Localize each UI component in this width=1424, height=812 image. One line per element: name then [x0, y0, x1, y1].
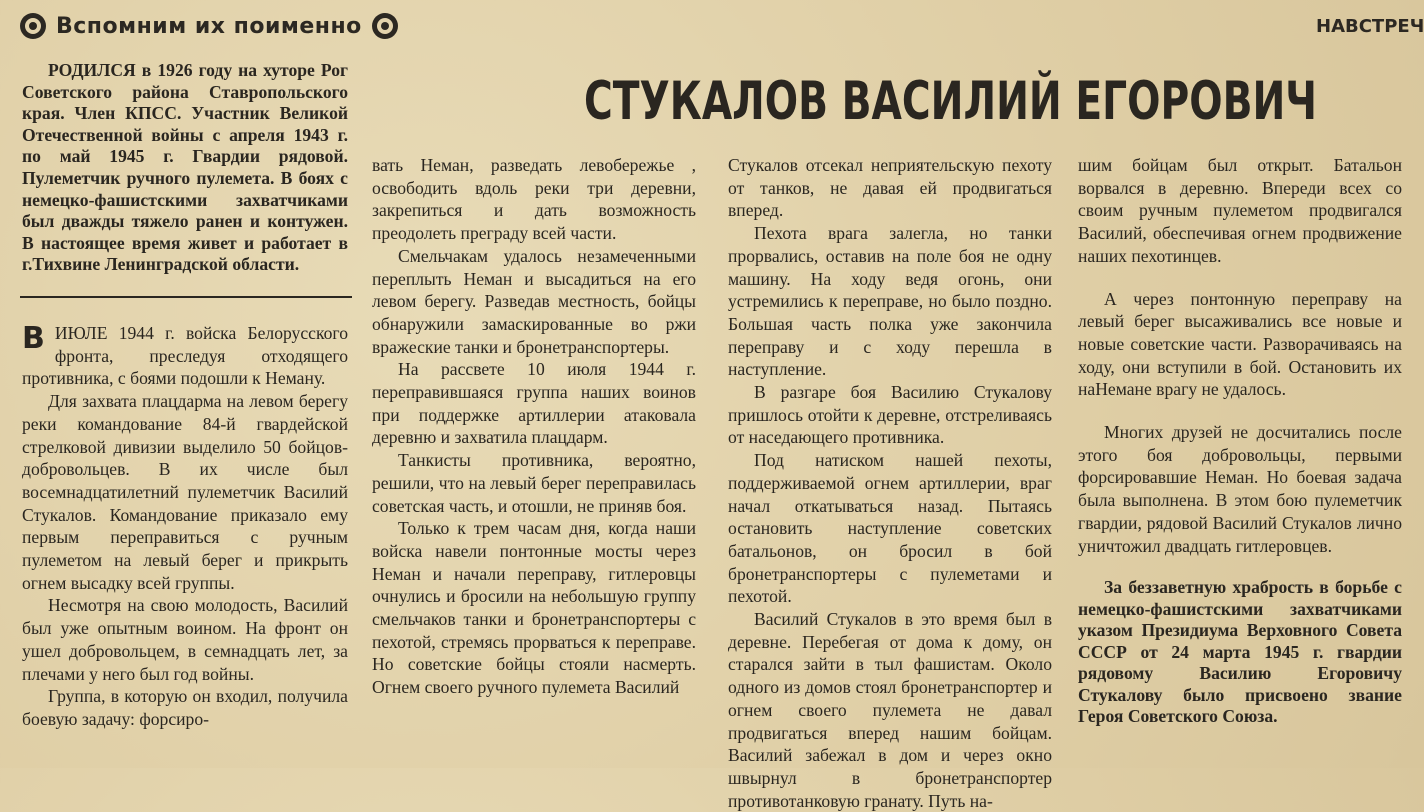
paragraph: Василий Стукалов в это время был в деревне. Перебегая от дома к дому, он старался зайти в тыл фашистам. Около одного из домов стоял бронетранспортер и огнем своего пулемета не давал продвигаться вперед нашим бойцам. Василий забежал в дом и через окно швырнул в бронетранспортер противотанковую гранату. Путь на- — [728, 609, 1052, 811]
paragraph: Танкисты противника, вероятно, решили, что на левый берег переправилась советская часть, и отошли, не приняв боя. — [372, 450, 696, 516]
paragraph: Стукалов отсекал неприятельскую пехоту от танков, не давая ей продвигаться вперед. — [728, 155, 1052, 221]
paragraph: Пехота врага залегла, но танки прорвались, оставив на поле боя не одну машину. На ходу ведя огонь, они устремились к переправе, но было поздно. Большая часть полка уже закончила переправу и с ходу перешла в наступление. — [728, 223, 1052, 380]
bio-box — [22, 60, 348, 276]
paragraph: вать Неман, разведать левобережье , освободить вдоль реки три деревни, закрепиться и дать возможность преодолеть преграду всей части. — [372, 155, 696, 244]
rubric-title: Вспомним их поименно — [56, 13, 362, 39]
paragraph: Многих друзей не досчитались после этого боя добровольцы, первыми форсировавшие Неман. Но боевая задача была выполнена. В этом бою пулеметчик гвардии, рядовой Василий Стукалов лично уничтожил двадцать гитлеровцев. — [1078, 422, 1402, 556]
target-icon — [372, 13, 398, 39]
article-column-1 — [22, 322, 348, 768]
corner-label: НАВСТРЕЧ — [1316, 16, 1424, 37]
paragraph: шим бойцам был открыт. Батальон ворвался в деревню. Впереди всех со своим ручным пулеметом продвигался Василий, обеспечивая огнем продвижение наших пехотинцев. — [1078, 155, 1402, 266]
article-column-4 — [1078, 154, 1402, 768]
bio-text: РОДИЛСЯ в 1926 году на хуторе Рог Советского района Ставропольского края. Член КПСС. Участник Великой Отечественной войны с апреля 1943 г. по май 1945 г. Гвардии рядовой. Пулеметчик ручного пулемета. В боях с немецко-фашистскими захватчиками был дважды тяжело ранен и контужен. В настоящее время живет и работает в г.Тихвине Ленинградской области. — [22, 60, 348, 275]
paragraph: А через понтонную переправу на левый берег высаживались все новые и новые советские части. Разворачиваясь на ходу, они вступили в бой. Остановить их наНемане врагу не удалось. — [1078, 288, 1402, 400]
paragraph: Для захвата плацдарма на левом берегу реки командование 84-й гвардейской стрелковой дивизии выделило 50 бойцов-добровольцев. В их числе был восемнадцатилетний пулеметчик Василий Стукалов. Командование приказало ему первым переправиться с ручным пулеметом на левый берег и прикрыть огнем высадку всей группы. — [22, 391, 348, 593]
paragraph: Группа, в которую он входил, получила боевую задачу: форсиро- — [22, 686, 348, 729]
bio-divider — [20, 296, 352, 298]
drop-cap: В — [22, 321, 45, 356]
paragraph: Смельчакам удалось незамеченными переплыть Неман и высадиться на его левом берегу. Разведав местность, бойцы обнаружили замаскированные во ржи вражеские танки и бронетранспортеры. — [372, 245, 696, 357]
award-paragraph: За беззаветную храбрость в борьбе с немецко-фашистскими захватчиками указом Президиума Верховного Совета СССР от 24 марта 1945 г. гвардии рядовому Василию Егоровичу Стукалову было присвоено звание Героя Советского Союза. — [1078, 577, 1402, 727]
article-column-3 — [728, 154, 1052, 811]
article-headline: СТУКАЛОВ ВАСИЛИЙ ЕГОРОВИЧ — [584, 71, 1318, 132]
target-icon — [20, 13, 46, 39]
paragraph: Несмотря на свою молодость, Василий был уже опытным воином. На фронт он ушел добровольцем, в семнадцать лет, за плечами у него был год войны. — [22, 595, 348, 684]
paragraph: На рассвете 10 июля 1944 г. переправившаяся группа наших воинов при поддержке артиллерии атаковала деревню и захватила плацдарм. — [372, 359, 696, 448]
rubric-header — [20, 8, 398, 44]
article-column-2 — [372, 154, 696, 768]
paragraph: Только к трем часам дня, когда наши войска навели понтонные мосты через Неман и начали переправу, гитлеровцы очнулись и бросили на небольшую группу смельчаков танки и бронетранспортеры с пехотой, стремясь прорваться к переправе. Но советские бойцы стояли насмерть. Огнем своего ручного пулемета Василий — [372, 518, 696, 698]
paragraph: Под натиском нашей пехоты, поддерживаемой огнем артиллерии, враг начал откатываться назад. Пытаясь остановить наступление советских батальонов, он бросил в бой бронетранспортеры с пулеметами и пехотой. — [728, 450, 1052, 607]
paragraph: ВИЮЛЕ 1944 г. войска Белорусского фронта, преследуя отходящего противника, с боями подошли к Неману. — [22, 321, 348, 389]
paragraph: В разгаре боя Василию Стукалову пришлось отойти к деревне, отстреливаясь от наседающего противника. — [728, 382, 1052, 448]
